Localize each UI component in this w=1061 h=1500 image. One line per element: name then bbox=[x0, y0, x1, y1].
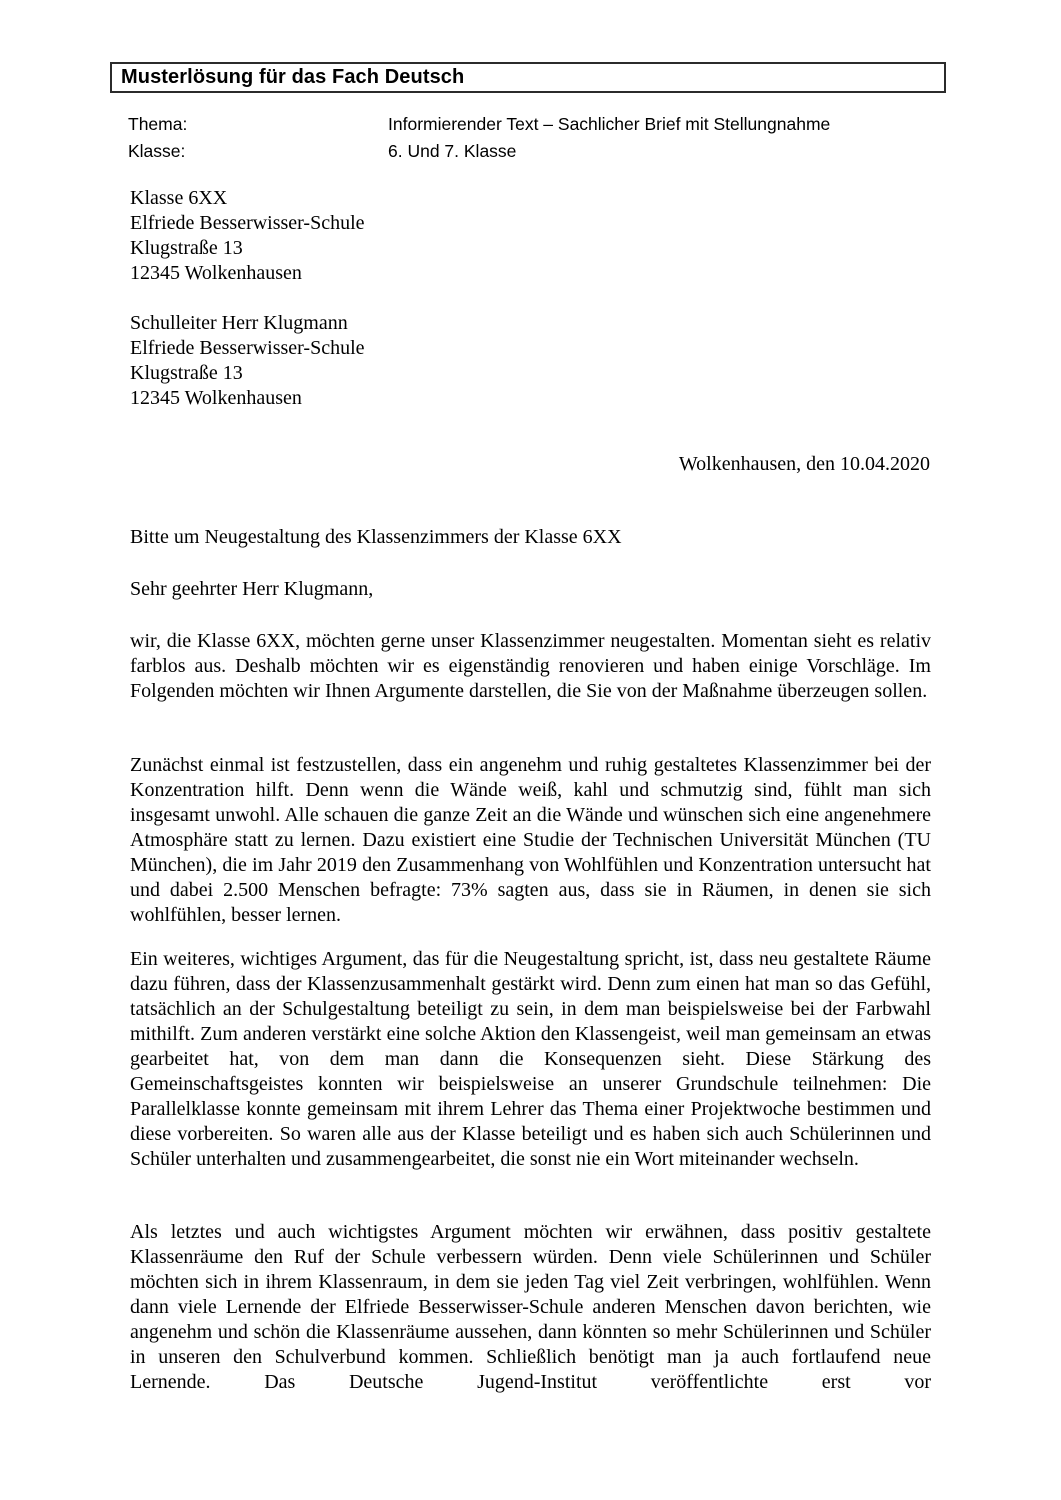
body-paragraph-4: Als letztes und auch wichtigstes Argument möchten wir erwähnen, dass positiv gestaltete Klassenräume den Ruf der Schule verbessern würden. Denn viele Schülerinnen und Schüler möchten sich in ihrem Klassenraum, in dem sie jeden Tag viel Zeit verbringen, wohlfühlen. Wenn dann viele Lernende der Elfriede Besserwisser-Schule anderen Menschen davon berichten, wie angenehm und schön die Klassenräume aussehen, dann könnten so mehr Schülerinnen und Schüler in unseren den Schulverbund kommen. Schließlich benötigt man ja auch fortlaufend neue Lernende. Das Deutsche Jugend-Institut veröffentlichte erst vor bbox=[130, 1221, 931, 1393]
meta-row-klasse bbox=[128, 138, 830, 165]
body-paragraph-2: Zunächst einmal ist festzustellen, dass ein angenehm und ruhig gestaltetes Klassenzimmer bei der Konzentration hilft. Denn wenn die Wände weiß, kahl und schmutzig sind, fühlt man sich insgesamt unwohl. Alle schauen die ganze Zeit an die Wände und wünschen sich eine angenehmere Atmosphäre statt zu lernen. Dazu existiert eine Studie der Technischen Universität München (TU München), die im Jahr 2019 den Zusammenhang von Wohlfühlen und Konzentration untersucht hat und dabei 2.500 Menschen befragte: 73% sagten aus, dass sie in Räumen, in denen sie sich wohlfühlen, besser lernen. bbox=[130, 754, 931, 926]
worksheet-title: Musterlösung für das Fach Deutsch bbox=[121, 66, 465, 88]
recipient-address bbox=[130, 311, 365, 411]
recipient-address-line: Schulleiter Herr Klugmann bbox=[130, 312, 348, 334]
meta-block bbox=[128, 111, 830, 165]
recipient-address-line: Klugstraße 13 bbox=[130, 362, 243, 384]
sender-address-line: Klasse 6XX bbox=[130, 187, 228, 209]
subject-line: Bitte um Neugestaltung des Klassenzimmers der Klasse 6XX bbox=[130, 526, 622, 548]
sender-address bbox=[130, 186, 365, 286]
sender-address-line: Elfriede Besserwisser-Schule bbox=[130, 212, 365, 234]
sender-address-line: Klugstraße 13 bbox=[130, 237, 243, 259]
recipient-address-line: 12345 Wolkenhausen bbox=[130, 387, 302, 409]
date-line: Wolkenhausen, den 10.04.2020 bbox=[678, 453, 930, 475]
body-paragraph-3: Ein weiteres, wichtiges Argument, das für die Neugestaltung spricht, ist, dass neu gestaltete Räume dazu führen, dass der Klassenzusammenhalt gestärkt wird. Denn zum einen hat man so das Gefühl, tatsächlich an der Schulgestaltung beteiligt zu sein, in dem man beispielsweise bei der Farbwahl mithilft. Zum anderen verstärkt eine solche Aktion den Klassengeist, weil man gemeinsam an etwas gearbeitet hat, von dem man dann die Konsequenzen sieht. Diese Stärkung des Gemeinschaftsgeistes konnten wir beispielsweise an unserer Grundschule teilnehmen: Die Parallelklasse konnte gemeinsam mit ihrem Lehrer das Thema einer Projektwoche bestimmen und diese vorbereiten. So waren alle aus der Klasse beteiligt und es haben sich auch Schülerinnen und Schüler unterhalten und zusammengearbeitet, die sonst nie ein Wort miteinander wechseln. bbox=[130, 948, 931, 1170]
meta-value-klasse: 6. Und 7. Klasse bbox=[388, 141, 517, 161]
worksheet-title-box bbox=[110, 62, 946, 93]
sender-address-line: 12345 Wolkenhausen bbox=[130, 262, 302, 284]
meta-label-thema: Thema: bbox=[128, 114, 188, 134]
recipient-address-line: Elfriede Besserwisser-Schule bbox=[130, 337, 365, 359]
meta-value-thema: Informierender Text – Sachlicher Brief mit Stellungnahme bbox=[388, 114, 831, 134]
meta-label-klasse: Klasse: bbox=[128, 141, 186, 161]
body-paragraph-1: wir, die Klasse 6XX, möchten gerne unser Klassenzimmer neugestalten. Momentan sieht es relativ farblos aus. Deshalb möchten wir es eigenständig renovieren und haben einige Vorschläge. Im Folgenden möchten wir Ihnen Argumente darstellen, die Sie von der Maßnahme überzeugen sollen. bbox=[130, 630, 931, 702]
meta-row-thema bbox=[128, 111, 830, 138]
salutation: Sehr geehrter Herr Klugmann, bbox=[130, 578, 374, 600]
